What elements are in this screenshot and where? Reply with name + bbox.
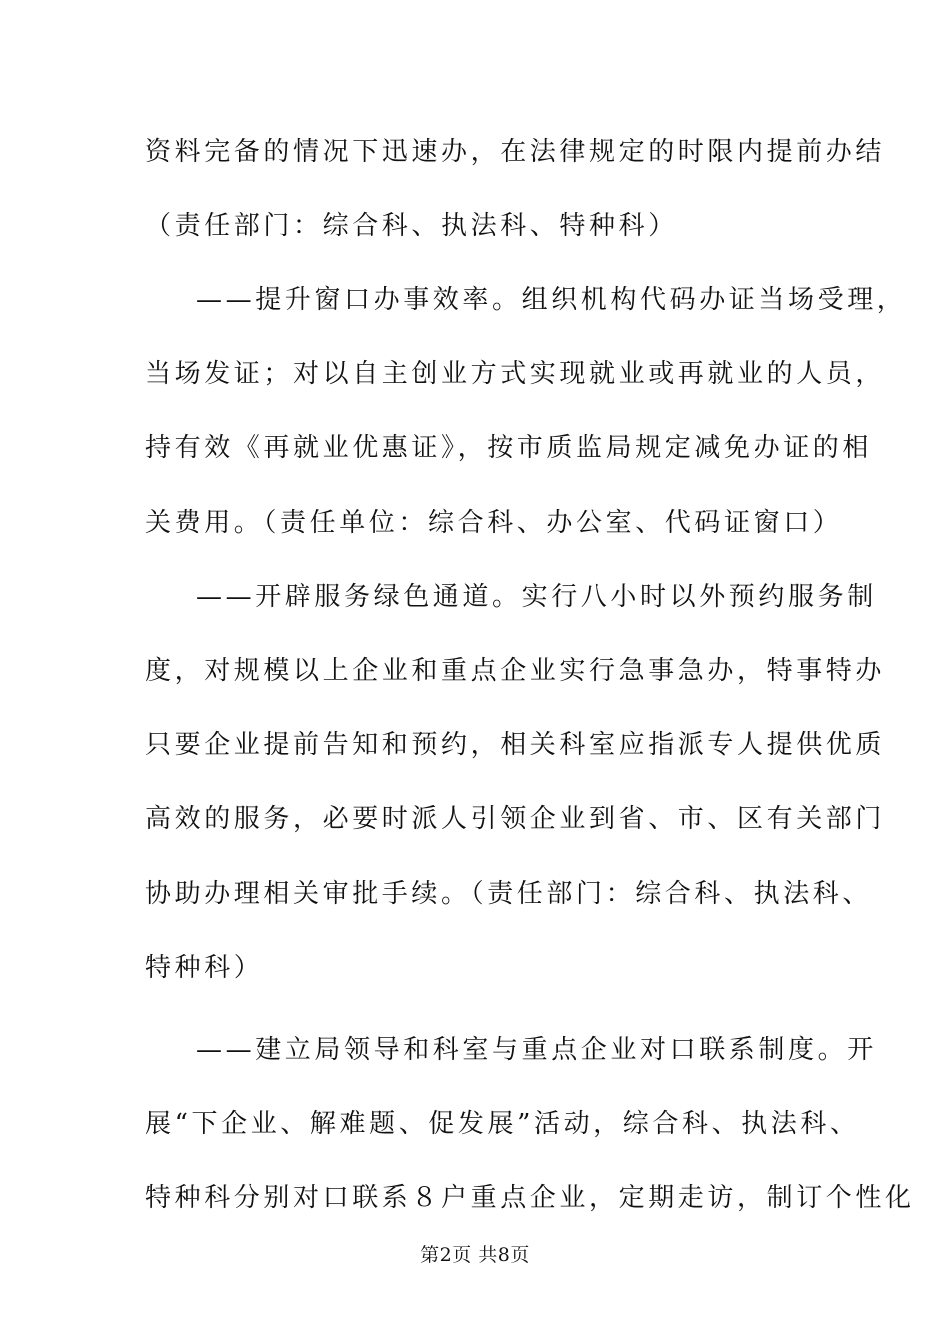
text-line-12: 特种科） — [145, 953, 264, 983]
text-line-13: ——建立局领导和科室与重点企业对口联系制度。开 — [196, 1035, 877, 1065]
page-number-footer: 第2页 共8页 — [420, 1244, 530, 1266]
text-line-7: ——开辟服务绿色通道。实行八小时以外预约服务制 — [196, 582, 877, 612]
text-line-6: 关费用。（责任单位：综合科、办公室、代码证窗口） — [145, 508, 843, 538]
text-line-2: （责任部门：综合科、执法科、特种科） — [145, 211, 678, 241]
text-line-1: 资料完备的情况下迅速办，在法律规定的时限内提前办结 — [145, 137, 886, 167]
text-line-15: 特种科分别对口联系８户重点企业，定期走访，制订个性化 — [145, 1183, 915, 1213]
text-line-3: ——提升窗口办事效率。组织机构代码办证当场受理， — [196, 285, 907, 315]
text-line-9: 只要企业提前告知和预约，相关科室应指派专人提供优质 — [145, 730, 886, 760]
text-line-5: 持有效《再就业优惠证》，按市质监局规定减免办证的相 — [145, 433, 873, 463]
text-line-14: 展“下企业、解难题、促发展”活动，综合科、执法科、 — [145, 1109, 860, 1139]
text-line-4: 当场发证；对以自主创业方式实现就业或再就业的人员， — [145, 359, 886, 389]
text-line-11: 协助办理相关审批手续。（责任部门：综合科、执法科、 — [145, 879, 873, 909]
text-line-8: 度，对规模以上企业和重点企业实行急事急办，特事特办 — [145, 656, 886, 686]
text-line-10: 高效的服务，必要时派人引领企业到省、市、区有关部门 — [145, 804, 886, 834]
